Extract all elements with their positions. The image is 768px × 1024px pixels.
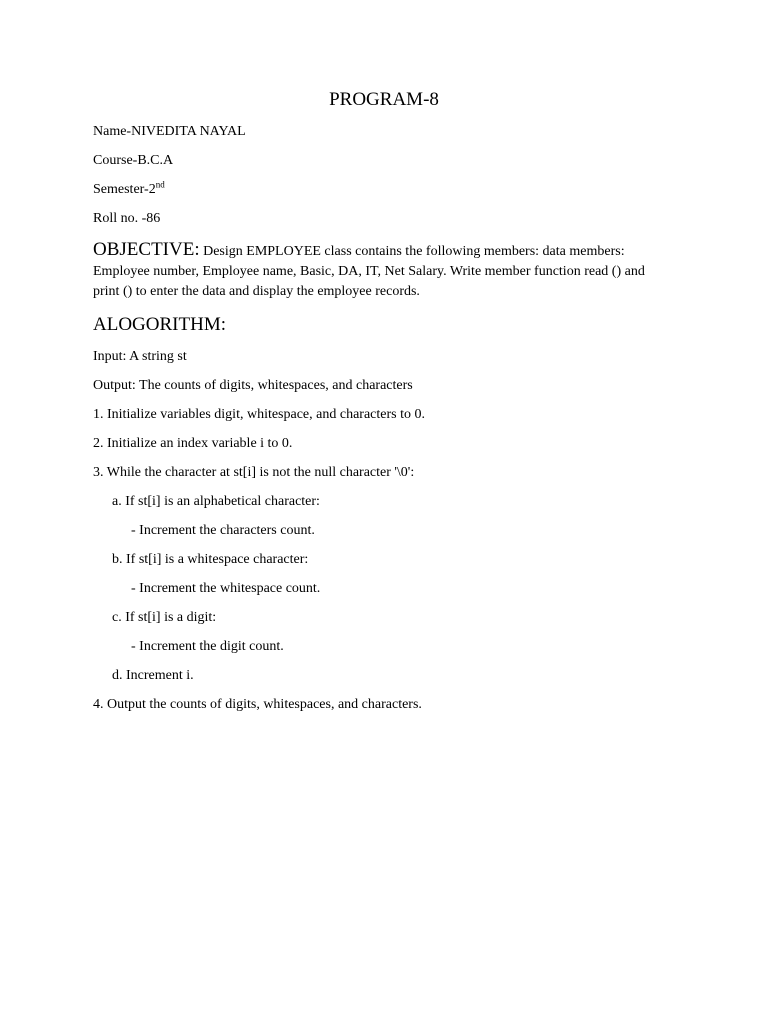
algorithm-step-3a-action: - Increment the characters count. — [131, 523, 315, 538]
algorithm-step-3d: d. Increment i. — [112, 668, 194, 683]
algorithm-step-3c-action: - Increment the digit count. — [131, 639, 284, 654]
algorithm-step-3b-action: - Increment the whitespace count. — [131, 581, 321, 596]
course-line: Course-B.C.A — [93, 153, 174, 168]
algorithm-heading: ALOGORITHM: — [93, 314, 226, 335]
objective-text: Design EMPLOYEE class contains the following members: data members: Employee number, Employee name, Basic, DA, IT, Net Salary. Write member function read () and print () to enter the data and display the employee records. — [93, 244, 645, 299]
semester-superscript: nd — [155, 179, 165, 190]
algorithm-step-3c: c. If st[i] is a digit: — [112, 610, 217, 625]
page-title: PROGRAM-8 — [329, 89, 439, 110]
roll-number: Roll no. -86 — [93, 211, 161, 226]
input-line: Input: A string st — [93, 349, 187, 364]
semester-line — [93, 181, 165, 199]
algorithm-step-3: 3. While the character at st[i] is not the null character '\0': — [93, 465, 415, 480]
algorithm-step-3a: a. If st[i] is an alphabetical character: — [112, 494, 320, 509]
algorithm-step-3b: b. If st[i] is a whitespace character: — [112, 552, 309, 567]
algorithm-step-2: 2. Initialize an index variable i to 0. — [93, 436, 293, 451]
student-name: Name-NIVEDITA NAYAL — [93, 124, 246, 139]
objective-label: OBJECTIVE: — [93, 239, 200, 260]
semester-text: Semester-2 — [93, 182, 156, 197]
output-line: Output: The counts of digits, whitespaces, and characters — [93, 378, 413, 393]
algorithm-step-1: 1. Initialize variables digit, whitespace, and characters to 0. — [93, 407, 425, 422]
objective-paragraph — [93, 240, 663, 302]
algorithm-step-4: 4. Output the counts of digits, whitespaces, and characters. — [93, 697, 422, 712]
